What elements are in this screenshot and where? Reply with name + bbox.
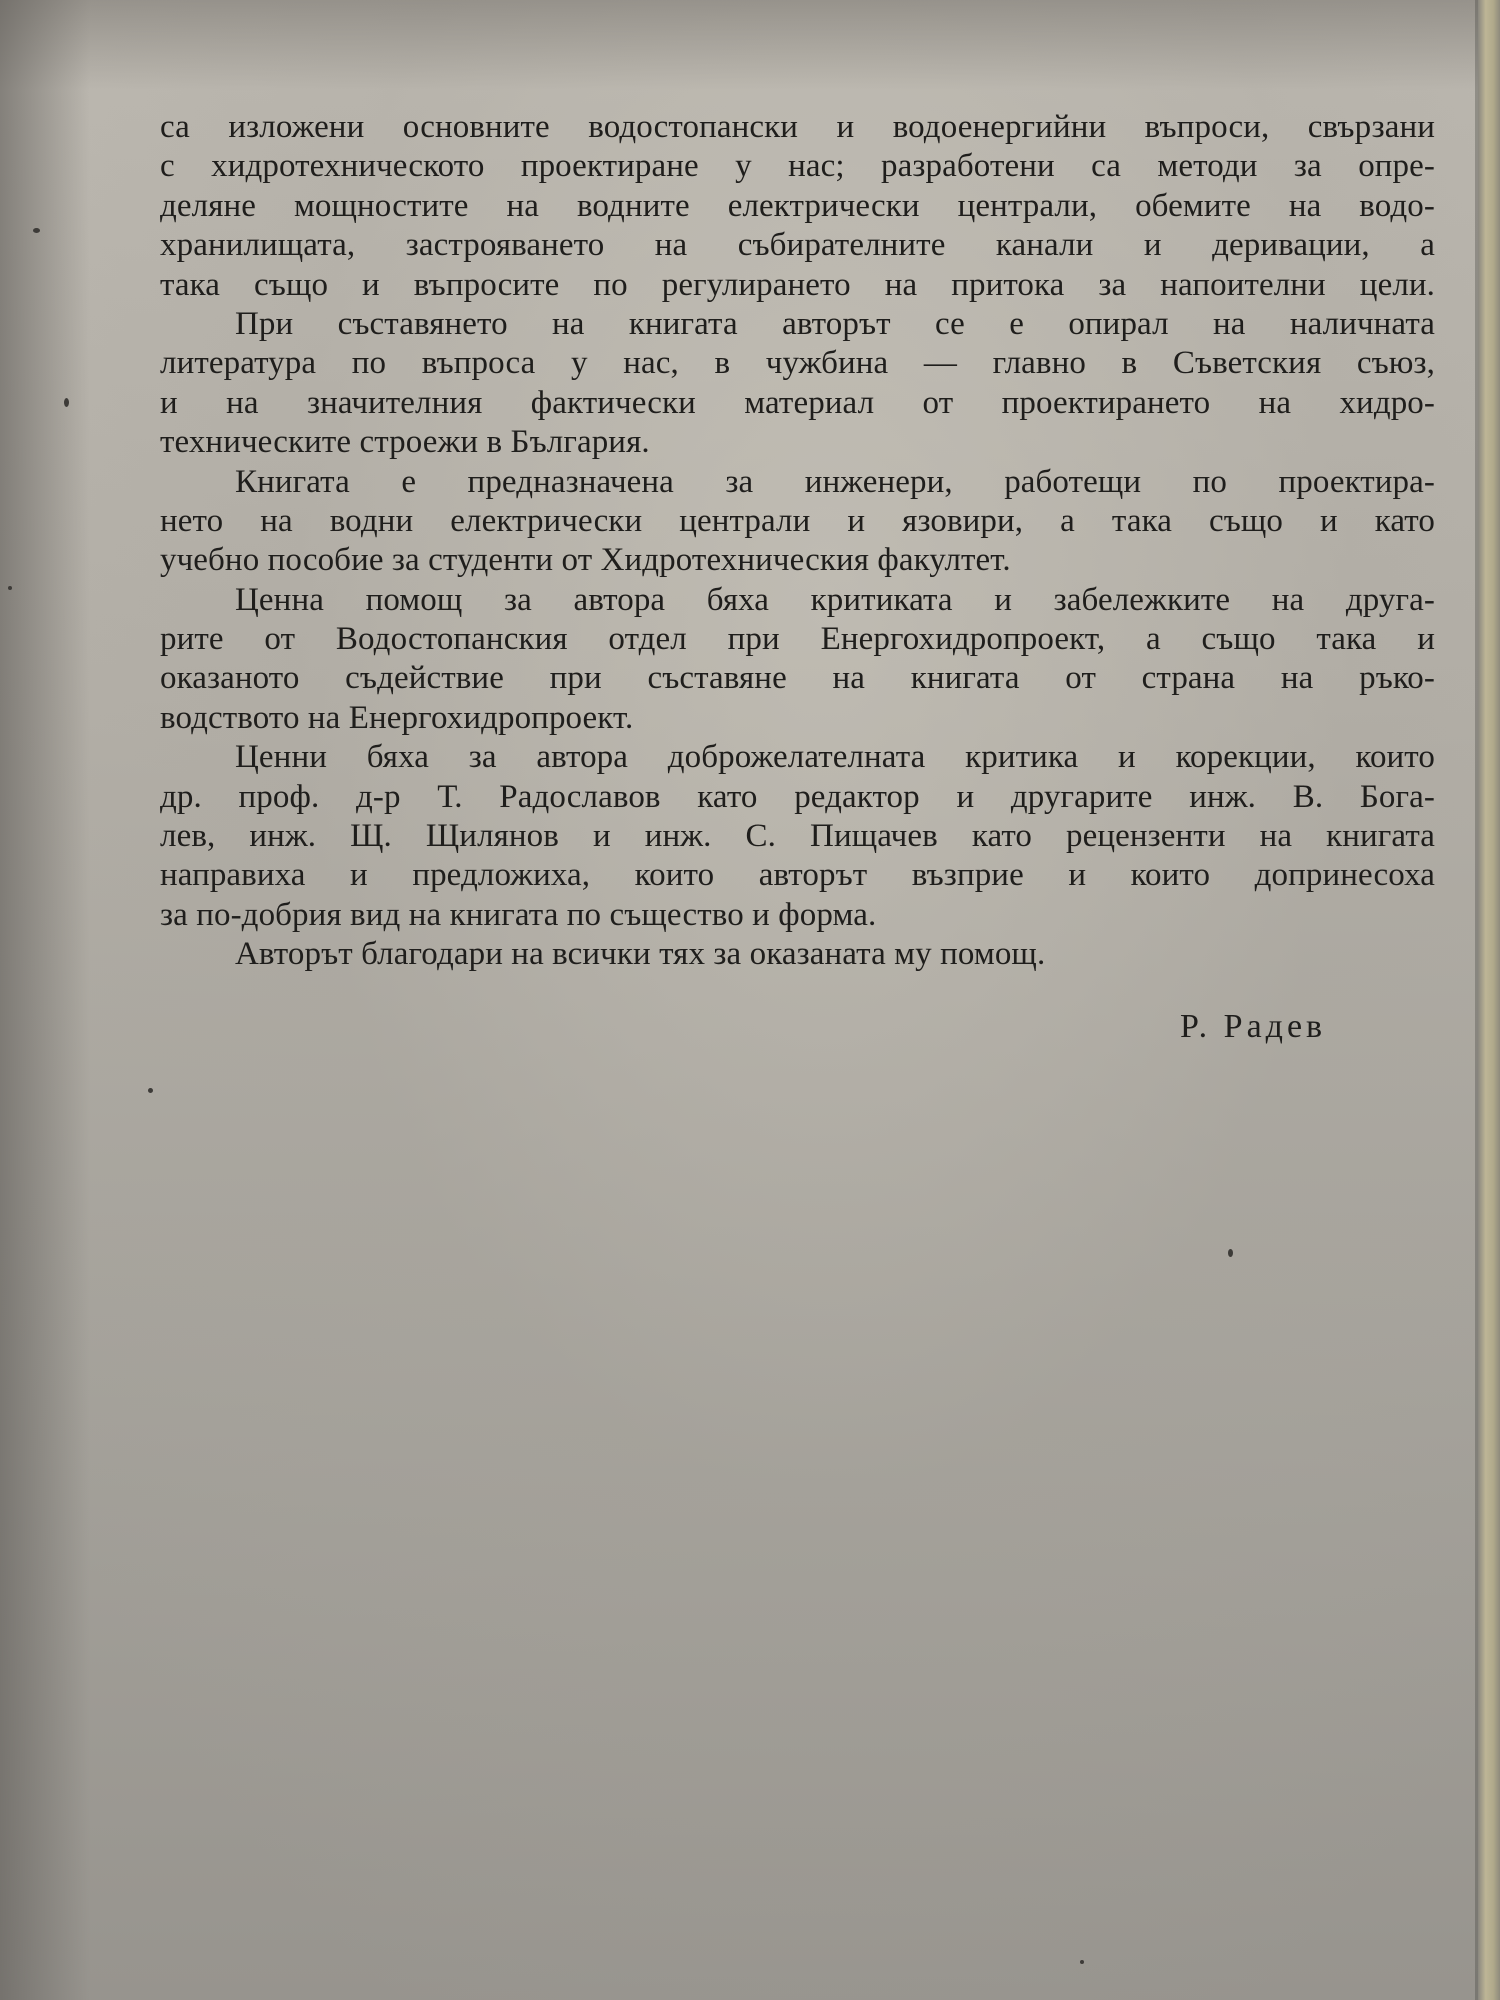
text-line: деляне мощностите на водните електрически централи, обемите на водо- xyxy=(160,187,1435,224)
paper-speck xyxy=(148,1088,153,1093)
left-shadow xyxy=(0,0,90,2000)
paper-speck xyxy=(8,586,12,590)
text-line: са изложени основните водостопански и водоенергийни въпроси, свързани xyxy=(160,109,1435,145)
paper-speck xyxy=(64,398,69,407)
text-line: учебно пособие за студенти от Хидротехническия факултет. xyxy=(160,542,1011,579)
text-line: техническите строежи в България. xyxy=(160,424,650,461)
text-line: литература по въпроса у нас, в чужбина — главно в Съветския съюз, xyxy=(160,345,1435,382)
text-line: При съставянето на книгата авторът се е опирал на наличната xyxy=(235,305,1435,342)
text-line: лев, инж. Щ. Щилянов и инж. С. Пищачев като рецензенти на книгата xyxy=(160,818,1435,855)
paper-speck xyxy=(1080,1960,1084,1964)
text-line: Авторът благодари на всички тях за оказаната му помощ. xyxy=(235,936,1046,973)
text-line: Книгата е предназначена за инженери, работещи по проектира- xyxy=(235,463,1435,500)
paper-speck xyxy=(33,228,40,233)
text-line: др. проф. д-р Т. Радославов като редактор и другарите инж. В. Бога- xyxy=(160,778,1435,815)
author-signature: Р. Радев xyxy=(1180,1008,1327,1045)
text-line: и на значителния фактически материал от проектирането на хидро- xyxy=(160,384,1435,421)
text-line: така също и въпросите по регулирането на притока за напоителни цели. xyxy=(160,266,1435,303)
text-line: с хидротехническото проектиране у нас; разработени са методи за опре- xyxy=(160,148,1435,185)
text-line: рите от Водостопанския отдел при Енергохидропроект, а също така и xyxy=(160,621,1435,658)
text-line: нето на водни електрически централи и язовири, а така също и като xyxy=(160,502,1435,539)
text-line: хранилищата, застрояването на събирателните канали и деривации, а xyxy=(160,227,1435,264)
text-line: за по-добрия вид на книгата по същество и форма. xyxy=(160,896,877,933)
text-line: водството на Енергохидропроект. xyxy=(160,699,634,736)
text-line: оказаното съдействие при съставяне на книгата от страна на ръко- xyxy=(160,660,1435,697)
paper-speck xyxy=(1228,1249,1233,1257)
text-line: Ценни бяха за автора доброжелателната критика и корекции, които xyxy=(235,739,1435,776)
top-shadow xyxy=(0,0,1500,90)
preface-text xyxy=(160,108,1435,975)
page-edge xyxy=(1478,0,1500,2000)
text-line: Ценна помощ за автора бяха критиката и забележките на друга- xyxy=(235,581,1435,618)
text-line: направиха и предложиха, които авторът възприе и които допринесоха xyxy=(160,857,1435,894)
